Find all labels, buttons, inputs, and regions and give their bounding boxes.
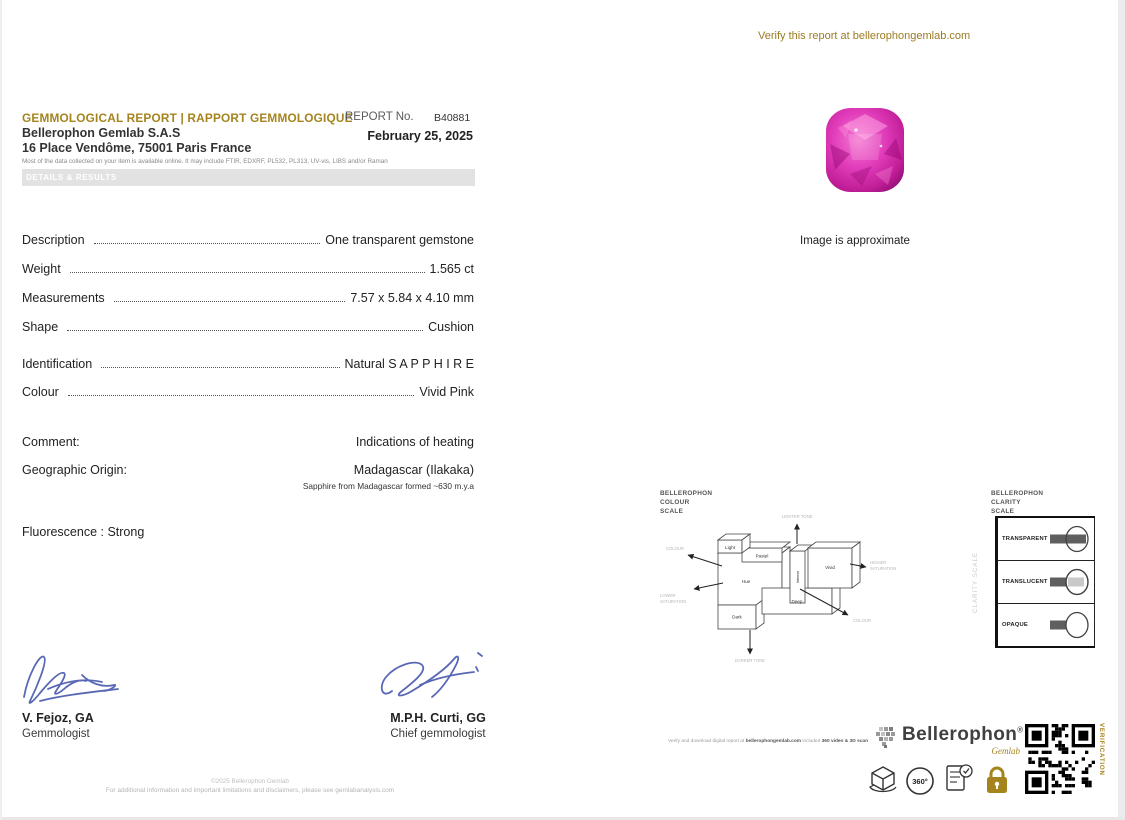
origin-label: Geographic Origin: [22,463,127,477]
footer [30,778,470,794]
clarity-scale [995,516,1095,648]
colour-box-intense: Intense [796,570,800,584]
origin-value: Madagascar (Ilakaka) [353,463,474,477]
transparent-clarity-icon [1048,525,1092,553]
colour-scale-diagram [650,504,960,669]
signatory-name: M.P.H. Curti, GG [390,711,486,725]
field-row-identification [22,357,474,371]
field-value: Cushion [428,320,474,334]
360-view-icon [905,766,935,796]
field-row-shape [22,320,474,334]
field-row-measurements [22,291,474,305]
field-value: 1.565 ct [429,262,474,276]
signature-fejoz [18,645,138,707]
colour-box-deep: Deep [791,599,803,604]
bellerophon-diamond-icon [872,726,898,750]
report-no-value: B40881 [434,112,471,124]
colour-box-dark: Dark [732,614,742,620]
colour-box-pastel: Pastel [755,553,769,559]
arrow-label-higher: HIGHER [870,560,887,565]
clarity-scale-title: BELLEROPHON CLARITY SCALE [991,490,1044,515]
svg-text:360°: 360° [912,777,928,786]
signatory-name: V. Fejoz, GA [22,711,94,725]
scan-edge-left [0,0,2,820]
report-title: GEMMOLOGICAL REPORT | RAPPORT GEMMOLOGIQUE [22,111,353,125]
report-document-icon [944,762,974,796]
gemlab-logo-subtext: Gemlab [991,746,1020,756]
colour-scale-title: BELLEROPHON COLOUR SCALE [660,490,713,515]
comment-value: Indications of heating [355,435,474,449]
arrow-label-colour-right: COLOUR [853,618,871,623]
field-value: One transparent gemstone [325,233,474,247]
clarity-row-translucent [998,561,1095,604]
comment-row [22,435,474,449]
qr-code [1025,722,1095,796]
bellerophon-logo-text: Bellerophon® [902,724,1024,745]
clarity-label: TRANSPARENT [1002,536,1048,542]
field-label: Colour [22,385,59,399]
field-label: Weight [22,262,61,276]
dotted-leader [101,366,339,368]
verify-banner: Verify this report at bellerophongemlab.com [758,30,971,42]
data-availability-note: Most of the data collected on your item is available online. It may include FTIR, EDXRF, PL532, PL313, UV-vis, LIBS and/or Raman [22,158,388,165]
field-row-colour [22,385,474,399]
field-label: Shape [22,320,59,334]
signatory-left [22,711,94,740]
signatory-right [378,711,498,740]
dotted-leader [70,271,425,273]
lab-address: 16 Place Vendôme, 75001 Paris France [22,141,252,155]
signatory-title: Chief gemmologist [390,728,486,740]
digital-report-note: Verify and download digital report at bellerophongemlab.com included 360 video & 3D scan [668,739,869,744]
3d-scan-cube-icon [866,763,900,797]
arrow-label-lower: LOWER [660,593,676,598]
fluorescence-line: Fluorescence : Strong [22,525,145,539]
translucent-clarity-icon [1048,568,1092,596]
clarity-label: OPAQUE [1002,622,1028,628]
dotted-leader [114,300,346,302]
lab-name: Bellerophon Gemlab S.A.S [22,126,181,140]
gemstone-photo [820,104,910,196]
registered-mark: ® [1017,725,1024,735]
report-date: February 25, 2025 [367,129,473,143]
arrow-label-lighter-tone: LIGHTER TONE [781,514,813,519]
field-value: 7.57 x 5.84 x 4.10 mm [350,291,474,305]
field-label: Identification [22,357,93,371]
arrow-label-darker-tone: DARKER TONE [734,658,766,663]
opaque-clarity-icon [1048,611,1092,639]
copyright-line: ©2025 Bellerophon Gemlab [211,778,289,785]
clarity-row-transparent [998,518,1095,561]
dotted-leader [68,394,415,396]
dotted-leader [67,329,423,331]
arrow-label-saturation-r: SATURATION [870,566,897,571]
field-value: Vivid Pink [419,385,474,399]
report-no-label: REPORT No. [345,111,414,123]
origin-row [22,463,474,477]
scan-edge-right [1118,0,1125,820]
colour-box-vivid: Vivid [825,565,835,570]
verification-vertical-label: VERIFICATION [1098,723,1105,776]
arrow-label-colour-left: COLOUR [666,546,684,551]
field-row-description [22,233,474,247]
comment-label: Comment: [22,435,80,449]
dotted-leader [94,242,321,244]
field-label: Measurements [22,291,105,305]
field-row-weight [22,262,474,276]
gem-caption: Image is approximate [800,235,910,247]
signatory-title: Gemmologist [22,728,90,740]
origin-note: Sapphire from Madagascar formed ~630 m.y.a [302,481,474,491]
lock-icon [984,764,1010,796]
signature-curti [372,645,497,705]
colour-box-light: Light [725,545,735,550]
section-header-details-results: DETAILS & RESULTS [22,169,475,186]
clarity-scale-side-label: CLARITY SCALE [972,551,979,613]
colour-box-hue: Hue [741,579,751,584]
disclaimer-line: For additional information and important limitations and disclaimers, please see gemlabanalysis.com [105,787,395,794]
clarity-label: TRANSLUCENT [1002,579,1048,585]
arrow-label-saturation-l: SATURATION [660,599,687,604]
clarity-row-opaque [998,604,1095,646]
field-label: Description [22,233,85,247]
field-value: Natural S A P P H I R E [344,357,474,371]
